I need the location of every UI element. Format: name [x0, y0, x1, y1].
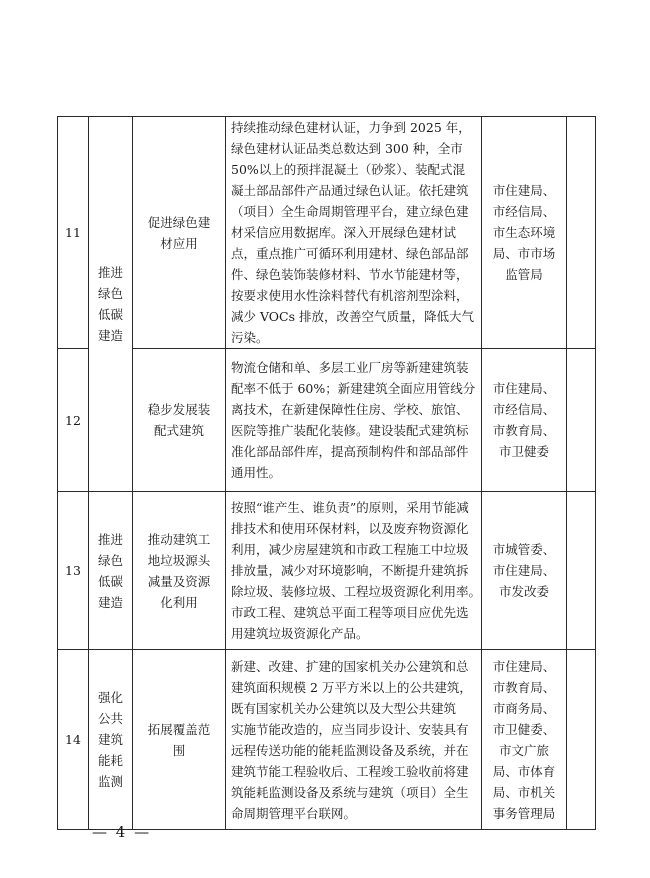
dept-line: 市住建局、 [492, 183, 556, 198]
desc-line: 减少 VOCs 排放，改善空气质量，降低大气 [231, 309, 474, 324]
item-cell [133, 492, 226, 650]
dept-line: 市生态环境 [492, 225, 556, 240]
item-line: 推动建筑工 [147, 531, 211, 547]
description-cell [226, 650, 482, 830]
item-line: 地垃圾源头 [147, 552, 211, 568]
dept-line: 市住建局、 [492, 658, 556, 674]
desc-line: 材采信应用数据库。深入开展绿色建材试 [231, 225, 457, 240]
item-line: 促进绿色建 [147, 214, 211, 230]
dept-line: 局、市机关 [492, 784, 556, 800]
description-cell [226, 117, 482, 349]
category-line: 推进 [97, 531, 123, 547]
desc-line: 离技术，在新建保障性住房、学校、旅馆、 [231, 402, 469, 417]
item-line: 配式建筑 [153, 423, 204, 438]
dept-line: 市住建局、 [492, 563, 556, 578]
dept-line: 局、市市场 [492, 246, 556, 261]
item-line: 材应用 [160, 235, 198, 251]
department-cell [482, 117, 567, 349]
item-cell [133, 349, 226, 492]
desc-line: 远程传送功能的能耗监测设备及系统，并在 [231, 742, 469, 758]
desc-line: 凝土部品部件产品通过绿色认证。依托建筑 [231, 183, 469, 198]
category-line: 公共 [97, 711, 123, 726]
category-line: 低碳 [97, 573, 123, 589]
desc-line: 污染。 [231, 330, 269, 345]
dept-line: 市卫健委 [498, 444, 549, 459]
table-row [58, 117, 596, 349]
category-cell [89, 117, 133, 492]
dept-line: 市卫健委、 [492, 721, 556, 737]
table-row [58, 492, 596, 650]
item-line: 化利用 [160, 594, 198, 610]
dept-line: 市住建局、 [492, 381, 556, 396]
category-cell [89, 492, 133, 650]
row-number: 14 [58, 650, 89, 830]
dept-line: 市商务局、 [492, 700, 556, 716]
item-line: 减量及资源 [147, 573, 211, 589]
remarks-cell [567, 117, 596, 349]
dept-line: 市发改委 [498, 584, 549, 599]
category-line: 监测 [97, 774, 123, 789]
desc-line: 既有国家机关办公建筑以及大型公共建筑 [231, 700, 457, 716]
desc-line: 筑能耗监测设备及系统与建筑（项目）全生 [231, 784, 469, 800]
dept-line: 市城管委、 [492, 542, 556, 557]
row-number: 13 [58, 492, 89, 650]
category-line: 推进 [97, 265, 123, 280]
category-line: 能耗 [97, 753, 123, 768]
desc-line: 利用，减少房屋建筑和市政工程施工中垃圾 [231, 542, 469, 557]
desc-line: 建筑节能工程验收后、工程竣工验收前将建 [231, 763, 469, 779]
desc-line: 物流仓储和单、多层工业厂房等新建建筑装 [231, 360, 469, 375]
description-cell [226, 349, 482, 492]
desc-line: 点，重点推广可循环利用建材、绿色部品部 [231, 246, 469, 261]
desc-line: 持续推动绿色建材认证，力争到 2025 年， [231, 120, 471, 135]
desc-line: 按照“谁产生、谁负责”的原则，采用节能减 [231, 500, 469, 515]
remarks-cell [567, 650, 596, 830]
category-line: 绿色 [97, 286, 123, 301]
item-line: 拓展覆盖范 [147, 721, 211, 737]
dept-line: 市经信局、 [492, 204, 556, 219]
item-line: 围 [172, 742, 186, 758]
row-number: 12 [58, 349, 89, 492]
category-line: 建造 [97, 594, 123, 610]
category-cell [89, 650, 133, 830]
item-line: 稳步发展装 [147, 402, 211, 417]
item-cell [133, 650, 226, 830]
desc-line: （项目）全生命周期管理平台，建立绿色建 [231, 204, 469, 219]
policy-table [57, 116, 596, 830]
dept-line: 事务管理局 [492, 805, 556, 821]
dept-line: 市教育局、 [492, 679, 556, 695]
desc-line: 排放量，减少对环境影响，不断提升建筑拆 [231, 563, 469, 578]
page-number: — 4 — [92, 823, 152, 841]
dept-line: 监管局 [505, 267, 543, 282]
department-cell [482, 349, 567, 492]
category-line: 低碳 [97, 307, 123, 322]
desc-line: 配率不低于 60%；新建建筑全面应用管线分 [231, 381, 476, 396]
desc-line: 新建、改建、扩建的国家机关办公建筑和总 [231, 658, 469, 674]
desc-line: 建筑面积规模 2 万平方米以上的公共建筑， [231, 679, 472, 695]
category-line: 建造 [97, 328, 123, 343]
category-line: 建筑 [97, 732, 123, 747]
remarks-cell [567, 349, 596, 492]
table-row [58, 349, 596, 492]
category-line: 绿色 [97, 552, 123, 568]
table-row [58, 650, 596, 830]
row-number: 11 [58, 117, 89, 349]
desc-line: 实施节能改造的，应当同步设计、安装具有 [231, 721, 469, 737]
department-cell [482, 650, 567, 830]
description-cell [226, 492, 482, 650]
desc-line: 市政工程、建筑总平面工程等项目应优先选 [231, 605, 469, 620]
desc-line: 件、绿色装饰装修材料、节水节能建材等， [231, 267, 469, 282]
desc-line: 通用性。 [231, 465, 282, 480]
dept-line: 市经信局、 [492, 402, 556, 417]
dept-line: 市教育局、 [492, 423, 556, 438]
dept-line: 局、市体育 [492, 763, 556, 779]
dept-line: 市文广旅 [498, 742, 549, 758]
item-cell [133, 117, 226, 349]
desc-line: 医院等推广装配化装修。建设装配式建筑标 [231, 423, 469, 438]
desc-line: 除垃圾、装修垃圾、工程垃圾资源化利用率。 [231, 584, 482, 599]
remarks-cell [567, 492, 596, 650]
department-cell [482, 492, 567, 650]
desc-line: 用建筑垃圾资源化产品。 [231, 626, 369, 641]
desc-line: 按要求使用水性涂料替代有机溶剂型涂料， [231, 288, 469, 303]
desc-line: 排技术和使用环保材料，以及废弃物资源化 [231, 521, 469, 536]
desc-line: 绿色建材认证品类总数达到 300 种，全市 [231, 141, 463, 156]
desc-line: 准化部品部件库，提高预制构件和部品部件 [231, 444, 469, 459]
category-line: 强化 [97, 690, 123, 705]
desc-line: 命周期管理平台联网。 [231, 805, 357, 821]
desc-line: 50%以上的预拌混凝土（砂浆）、装配式混 [231, 162, 466, 177]
